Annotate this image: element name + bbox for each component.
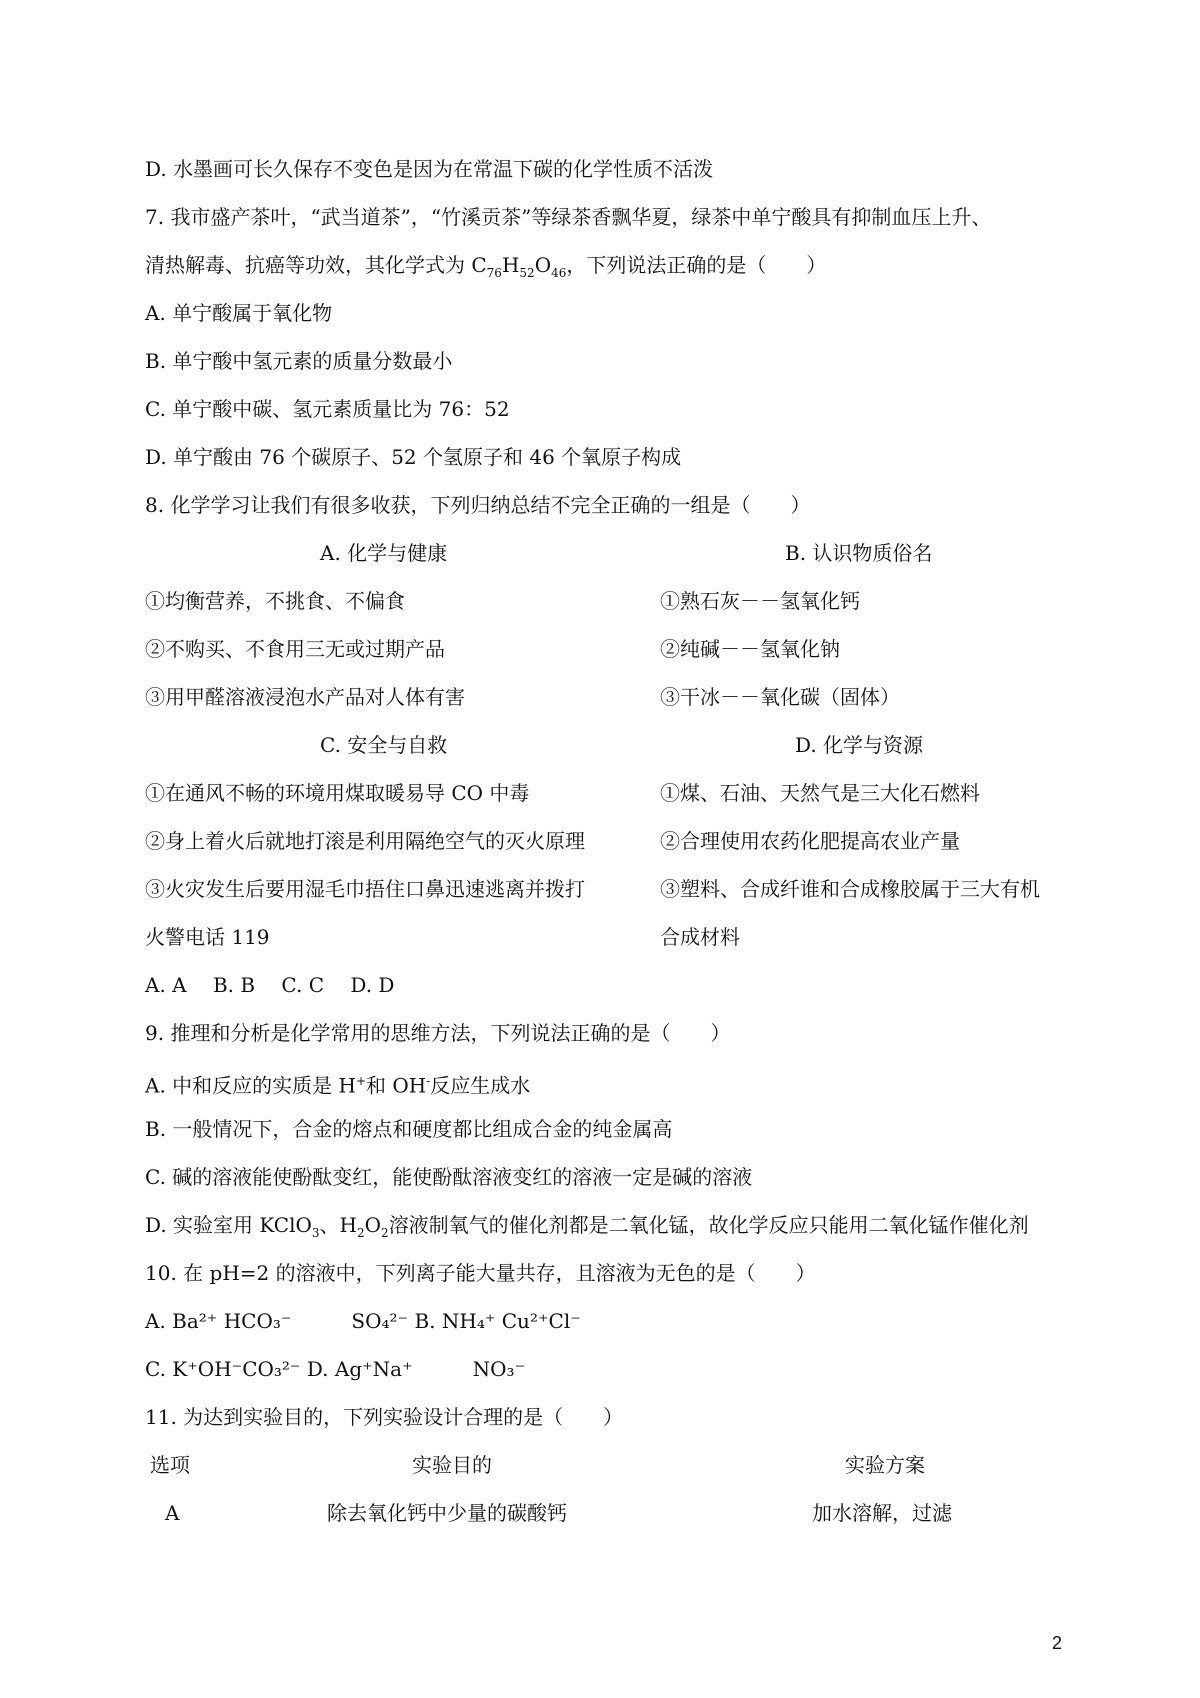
q8-a-item1: ①均衡营养，不挑食、不偏食	[145, 589, 405, 613]
q7-option-b: B. 单宁酸中氢元素的质量分数最小	[145, 349, 453, 373]
q7-stem-suffix: ，下列说法正确的是（ ）	[566, 253, 827, 277]
q8-a-item3: ③用甲醛溶液浸泡水产品对人体有害	[145, 685, 465, 709]
q8-b-title: B. 认识物质俗名	[785, 541, 933, 565]
q8-stem: 8. 化学学习让我们有很多收获，下列归纳总结不完全正确的一组是（ ）	[145, 493, 811, 517]
q9-option-d-o: O	[364, 1213, 382, 1237]
q9-stem: 9. 推理和分析是化学常用的思维方法，下列说法正确的是（ ）	[145, 1021, 731, 1045]
q8-d-title: D. 化学与资源	[795, 733, 924, 757]
q9-option-c: C. 碱的溶液能使酚酞变红，能使酚酞溶液变红的溶液一定是碱的溶液	[145, 1165, 753, 1189]
q8-b-item2: ②纯碱－－氢氧化钠	[660, 637, 840, 661]
q8-c-item1: ①在通风不畅的环境用煤取暖易导 CO 中毒	[145, 781, 530, 805]
table-row-a-option: A	[165, 1501, 180, 1525]
q9-option-a	[145, 1066, 530, 1101]
page-number: 2	[1052, 1633, 1063, 1653]
q8-c-item2: ②身上着火后就地打滚是利用隔绝空气的灭火原理	[145, 829, 585, 853]
formula-o: O	[534, 253, 552, 277]
q11-stem: 11. 为达到实验目的，下列实验设计合理的是（ ）	[145, 1405, 624, 1429]
q8-c-item3-line1: ③火灾发生后要用湿毛巾捂住口鼻迅速逃离并拨打	[145, 877, 585, 901]
q8-a-title: A. 化学与健康	[320, 541, 448, 565]
q10-options-cd: C. K⁺OH⁻CO₃²⁻ D. Ag⁺Na⁺ NO₃⁻	[145, 1357, 526, 1381]
table-header-plan: 实验方案	[845, 1453, 925, 1477]
formula-h-subscript: 52	[519, 266, 535, 280]
oh-ion-charge: -	[426, 1074, 431, 1088]
table-row-a-plan: 加水溶解，过滤	[812, 1501, 952, 1525]
q8-answer-options: A. A B. B C. C D. D	[145, 973, 395, 997]
q9-option-a-pre: A. 中和反应的实质是 H	[145, 1073, 356, 1098]
h2o2-o-subscript: 2	[381, 1226, 389, 1240]
q8-b-item1: ①熟石灰－－氢氧化钙	[660, 589, 860, 613]
h-ion-charge: +	[355, 1074, 367, 1088]
h2o2-h-subscript: 2	[357, 1226, 365, 1240]
q9-option-d-pre: D. 实验室用 KClO	[145, 1213, 312, 1237]
table-header-option: 选项	[150, 1453, 190, 1477]
q7-stem-line2	[145, 250, 826, 288]
q9-option-a-post: 反应生成水	[430, 1073, 531, 1098]
q8-b-item3: ③干冰－－氧化碳（固体）	[660, 685, 900, 709]
q10-stem: 10. 在 pH=2 的溶液中，下列离子能大量共存，且溶液为无色的是（ ）	[145, 1261, 816, 1285]
formula-h: H	[501, 253, 520, 277]
formula-o-subscript: 46	[551, 266, 567, 280]
q6-option-d: D. 水墨画可长久保存不变色是因为在常温下碳的化学性质不活泼	[145, 157, 714, 181]
kclo3-subscript: 3	[311, 1226, 320, 1240]
table-row-a-purpose: 除去氧化钙中少量的碳酸钙	[327, 1501, 567, 1525]
q7-option-c: C. 单宁酸中碳、氢元素质量比为 76：52	[145, 397, 510, 421]
table-header-purpose: 实验目的	[412, 1453, 492, 1477]
q9-option-a-mid: 和 OH	[366, 1073, 427, 1098]
formula-c-subscript: 76	[486, 266, 502, 280]
q8-d-item2: ②合理使用农药化肥提高农业产量	[660, 829, 960, 853]
q7-stem-prefix: 清热解毒、抗癌等功效，其化学式为 C	[145, 253, 487, 277]
q7-option-a: A. 单宁酸属于氧化物	[145, 301, 333, 325]
q10-options-ab: A. Ba²⁺ HCO₃⁻ SO₄²⁻ B. NH₄⁺ Cu²⁺Cl⁻	[145, 1309, 581, 1333]
q7-option-d: D. 单宁酸由 76 个碳原子、52 个氢原子和 46 个氧原子构成	[145, 445, 682, 469]
q8-d-item3-line1: ③塑料、合成纤谁和合成橡胶属于三大有机	[660, 877, 1040, 901]
q8-a-item2: ②不购买、不食用三无或过期产品	[145, 637, 445, 661]
q8-c-item3-line2: 火警电话 119	[145, 925, 270, 949]
q9-option-d-post: 溶液制氧气的催化剂都是二氧化锰，故化学反应只能用二氧化锰作催化剂	[388, 1213, 1029, 1237]
q8-d-item3-line2: 合成材料	[660, 925, 740, 949]
q8-c-title: C. 安全与自救	[320, 733, 448, 757]
q9-option-d-mid: 、H	[319, 1213, 357, 1237]
q9-option-b: B. 一般情况下，合金的熔点和硬度都比组成合金的纯金属高	[145, 1117, 673, 1141]
q8-d-item1: ①煤、石油、天然气是三大化石燃料	[660, 781, 980, 805]
q7-stem-line1: 7. 我市盛产茶叶，“武当道茶”，“竹溪贡茶”等绿茶香飘华夏，绿茶中单宁酸具有抑制血压上升、	[145, 205, 992, 229]
q9-option-d	[145, 1210, 1029, 1248]
